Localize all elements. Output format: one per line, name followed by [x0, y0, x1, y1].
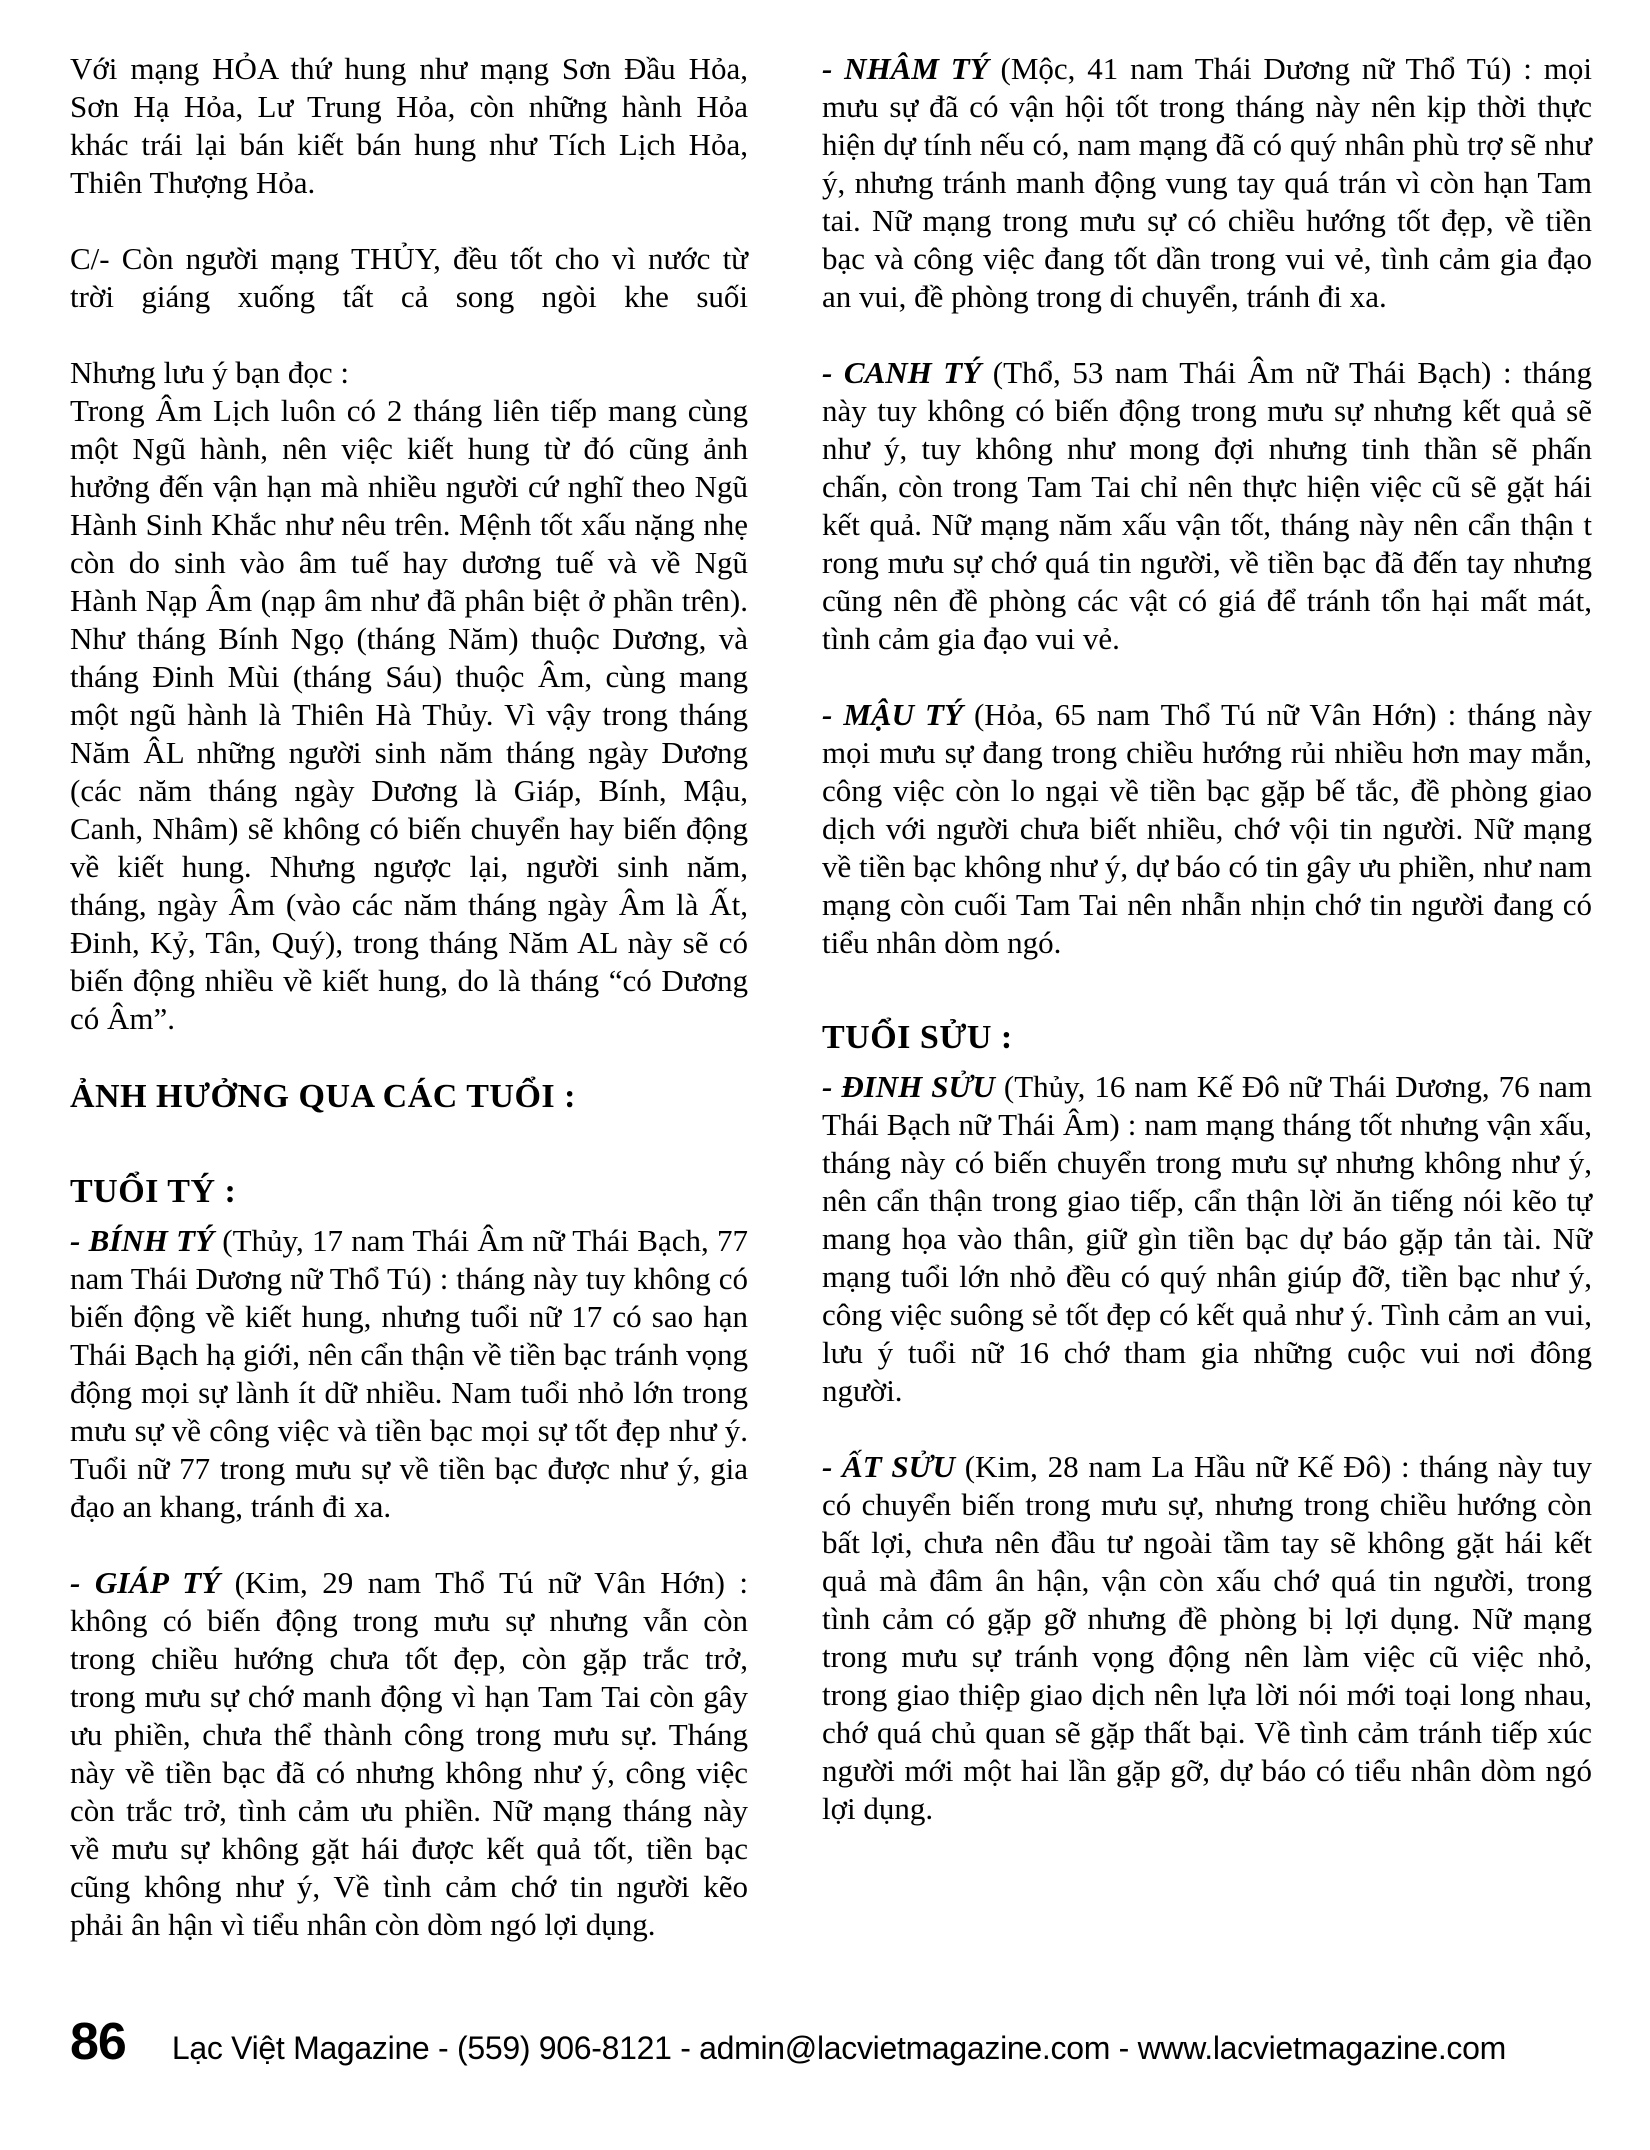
entry-name-dinh-suu: - ĐINH SỬU: [822, 1069, 995, 1104]
page-footer: [70, 2012, 1592, 2072]
entry-body-at-suu: (Kim, 28 nam La Hầu nữ Kế Đô) : tháng này tuy có chuyển biến trong mưu sự, nhưng trong chiều hướng còn bất lợi, chưa nên đầu tư ngoài tầm tay sẽ không gặt hái kết quả mà đâm ân hận, vận còn xấu chớ quá tin người, trong tình cảm có gặp gỡ nhưng đề phòng bị lợi dụng. Nữ mạng trong mưu sự tránh vọng động nên làm việc cũ việc nhỏ, trong giao thiệp giao dịch nên lựa lời nói mới toại long nhau, chớ quá chủ quan sẽ gặp thất bại. Về tình cảm tránh tiếp xúc người mới một hai lần gặp gỡ, dự báo có tiểu nhân dòm ngó lợi dụng.: [822, 1449, 1592, 1826]
entry-at-suu: [822, 1448, 1592, 1828]
page-number: 86: [70, 2013, 126, 2071]
entry-name-at-suu: - ẤT SỬU: [822, 1449, 956, 1484]
entry-body-binh-ty: (Thủy, 17 nam Thái Âm nữ Thái Bạch, 77 nam Thái Dương nữ Thổ Tú) : tháng này tuy không có biến động về kiết hung, nhưng tuổi nữ 17 có sao hạn Thái Bạch hạ giới, nên cẩn thận về tiền bạc tránh vọng động mọi sự lành ít dữ nhiều. Nam tuổi nhỏ lớn trong mưu sự về công việc và tiền bạc mọi sự tốt đẹp như ý. Tuổi nữ 77 trong mưu sự về tiền bạc được như ý, gia đạo an khang, tránh đi xa.: [70, 1223, 748, 1524]
entry-body-mau-ty: (Hỏa, 65 nam Thổ Tú nữ Vân Hớn) : tháng này mọi mưu sự đang trong chiều hướng rủi nhiều hơn may mắn, công việc còn lo ngại về tiền bạc gặp bế tắc, đề phòng giao dịch với người chưa biết nhiều, chớ vội tin người. Nữ mạng về tiền bạc không như ý, dự báo có tin gây ưu phiền, như nam mạng còn cuối Tam Tai nên nhẫn nhịn chớ tin người đang có tiểu nhân dòm ngó.: [822, 697, 1592, 960]
entry-body-dinh-suu: (Thủy, 16 nam Kế Đô nữ Thái Dương, 76 nam Thái Bạch nữ Thái Âm) : nam mạng tháng tốt nhưng vận xấu, tháng này có biến chuyển trong mưu sự nhưng không như ý, nên cẩn thận trong giao tiếp, cẩn thận lời ăn tiếng nói kẽo tự mang họa vào thân, giữ gìn tiền bạc dự báo gặp tản tài. Nữ mạng tuổi lớn nhỏ đều có quý nhân giúp đỡ, tiền bạc như ý, công việc suông sẻ tốt đẹp có kết quả như ý. Tình cảm an vui, lưu ý tuổi nữ 16 chớ tham gia những cuộc vui nơi đông người.: [822, 1069, 1592, 1408]
entry-body-giap-ty: (Kim, 29 nam Thổ Tú nữ Vân Hớn) : không có biến động trong mưu sự nhưng vẫn còn trong chiều hướng chưa tốt đẹp, còn gặp trắc trở, trong mưu sự chớ manh động vì hạn Tam Tai còn gây ưu phiền, chưa thể thành công trong mưu sự. Tháng này về tiền bạc đã có nhưng không như ý, công việc còn trắc trở, tình cảm ưu phiền. Nữ mạng tháng này về mưu sự không gặt hái được kết quả tốt, tiền bạc cũng không như ý, Về tình cảm chớ tin người kẽo phải ân hận vì tiểu nhân còn dòm ngó lợi dụng.: [70, 1565, 748, 1942]
left-column: [70, 50, 748, 1982]
entry-name-canh-ty: - CANH TÝ: [822, 355, 982, 390]
entry-dinh-suu: [822, 1068, 1592, 1410]
footer-info: Lạc Việt Magazine - (559) 906-8121 - admin@lacvietmagazine.com - www.lacvietmagazine.com: [171, 2030, 1506, 2066]
entry-name-binh-ty: - BÍNH TÝ: [70, 1223, 214, 1258]
entry-body-nham-ty: (Mộc, 41 nam Thái Dương nữ Thổ Tú) : mọi mưu sự đã có vận hội tốt trong tháng này nên kịp thời thực hiện dự tính nếu có, nam mạng đã có quý nhân phù trợ sẽ như ý, nhưng tránh manh động vung tay quá trán vì còn hạn Tam tai. Nữ mạng trong mưu sự có chiều hướng tốt đẹp, về tiền bạc và công việc đang tốt dần trong vui vẻ, tình cảm gia đạo an vui, đề phòng trong di chuyển, tránh đi xa.: [822, 51, 1592, 314]
tuoi-ty-heading: TUỔI TÝ :: [70, 1173, 237, 1210]
paragraph-hoa: Với mạng HỎA thứ hung như mạng Sơn Đầu Hỏa, Sơn Hạ Hỏa, Lư Trung Hỏa, còn những hành Hỏa khác trái lại bán kiết bán hung như Tích Lịch Hỏa, Thiên Thượng Hỏa.: [70, 51, 748, 200]
paragraph-thuy: C/- Còn người mạng THỦY, đều tốt cho vì nước từ trời giáng xuống tất cả song ngòi khe suối: [70, 241, 748, 314]
entry-canh-ty: [822, 354, 1592, 658]
entry-name-mau-ty: - MẬU TÝ: [822, 697, 963, 732]
right-column: [822, 50, 1592, 1982]
entry-giap-ty: [70, 1564, 748, 1944]
section-heading: ẢNH HƯỞNG QUA CÁC TUỔI :: [70, 1078, 576, 1115]
content-columns: [70, 50, 1592, 1982]
entry-nham-ty: [822, 50, 1592, 316]
tuoi-suu-heading: TUỔI SỬU :: [822, 1019, 1013, 1056]
entry-mau-ty: [822, 696, 1592, 962]
entry-body-canh-ty: (Thổ, 53 nam Thái Âm nữ Thái Bạch) : tháng này tuy không có biến động trong mưu sự nhưng kết quả sẽ như ý, tuy không như mong đợi nhưng tinh thần sẽ phấn chấn, còn trong Tam Tai chỉ nên thực hiện việc cũ sẽ gặt hái kết quả. Nữ mạng năm xấu vận tốt, tháng này nên cẩn thận t rong mưu sự chớ quá tin người, về tiền bạc đã đến tay nhưng cũng nên đề phòng các vật có giá để tránh tổn hại mất mát, tình cảm gia đạo vui vẻ.: [822, 355, 1592, 656]
note-body: Trong Âm Lịch luôn có 2 tháng liên tiếp mang cùng một Ngũ hành, nên việc kiết hung từ đó cũng ảnh hưởng đến vận hạn mà nhiều người cứ nghĩ theo Ngũ Hành Sinh Khắc như nêu trên. Mệnh tốt xấu nặng nhẹ còn do sinh vào âm tuế hay dương tuế và về Ngũ Hành Nạp Âm (nạp âm như đã phân biệt ở phần trên). Như tháng Bính Ngọ (tháng Năm) thuộc Dương, và tháng Đinh Mùi (tháng Sáu) thuộc Âm, cùng mang một ngũ hành là Thiên Hà Thủy. Vì vậy trong tháng Năm ÂL những người sinh năm tháng ngày Dương (các năm tháng ngày Dương là Giáp, Bính, Mậu, Canh, Nhâm) sẽ không có biến chuyển hay biến động về kiết hung. Nhưng ngược lại, người sinh năm, tháng, ngày Âm (vào các năm tháng ngày Âm là Ất, Đinh, Kỷ, Tân, Quý), trong tháng Năm AL này sẽ có biến động nhiều về kiết hung, do là tháng “có Dương có Âm”.: [70, 393, 748, 1036]
entry-name-giap-ty: - GIÁP TÝ: [70, 1565, 221, 1600]
entry-binh-ty: [70, 1222, 748, 1526]
entry-name-nham-ty: - NHÂM TÝ: [822, 51, 989, 86]
note-title: Nhưng lưu ý bạn đọc :: [70, 355, 349, 390]
